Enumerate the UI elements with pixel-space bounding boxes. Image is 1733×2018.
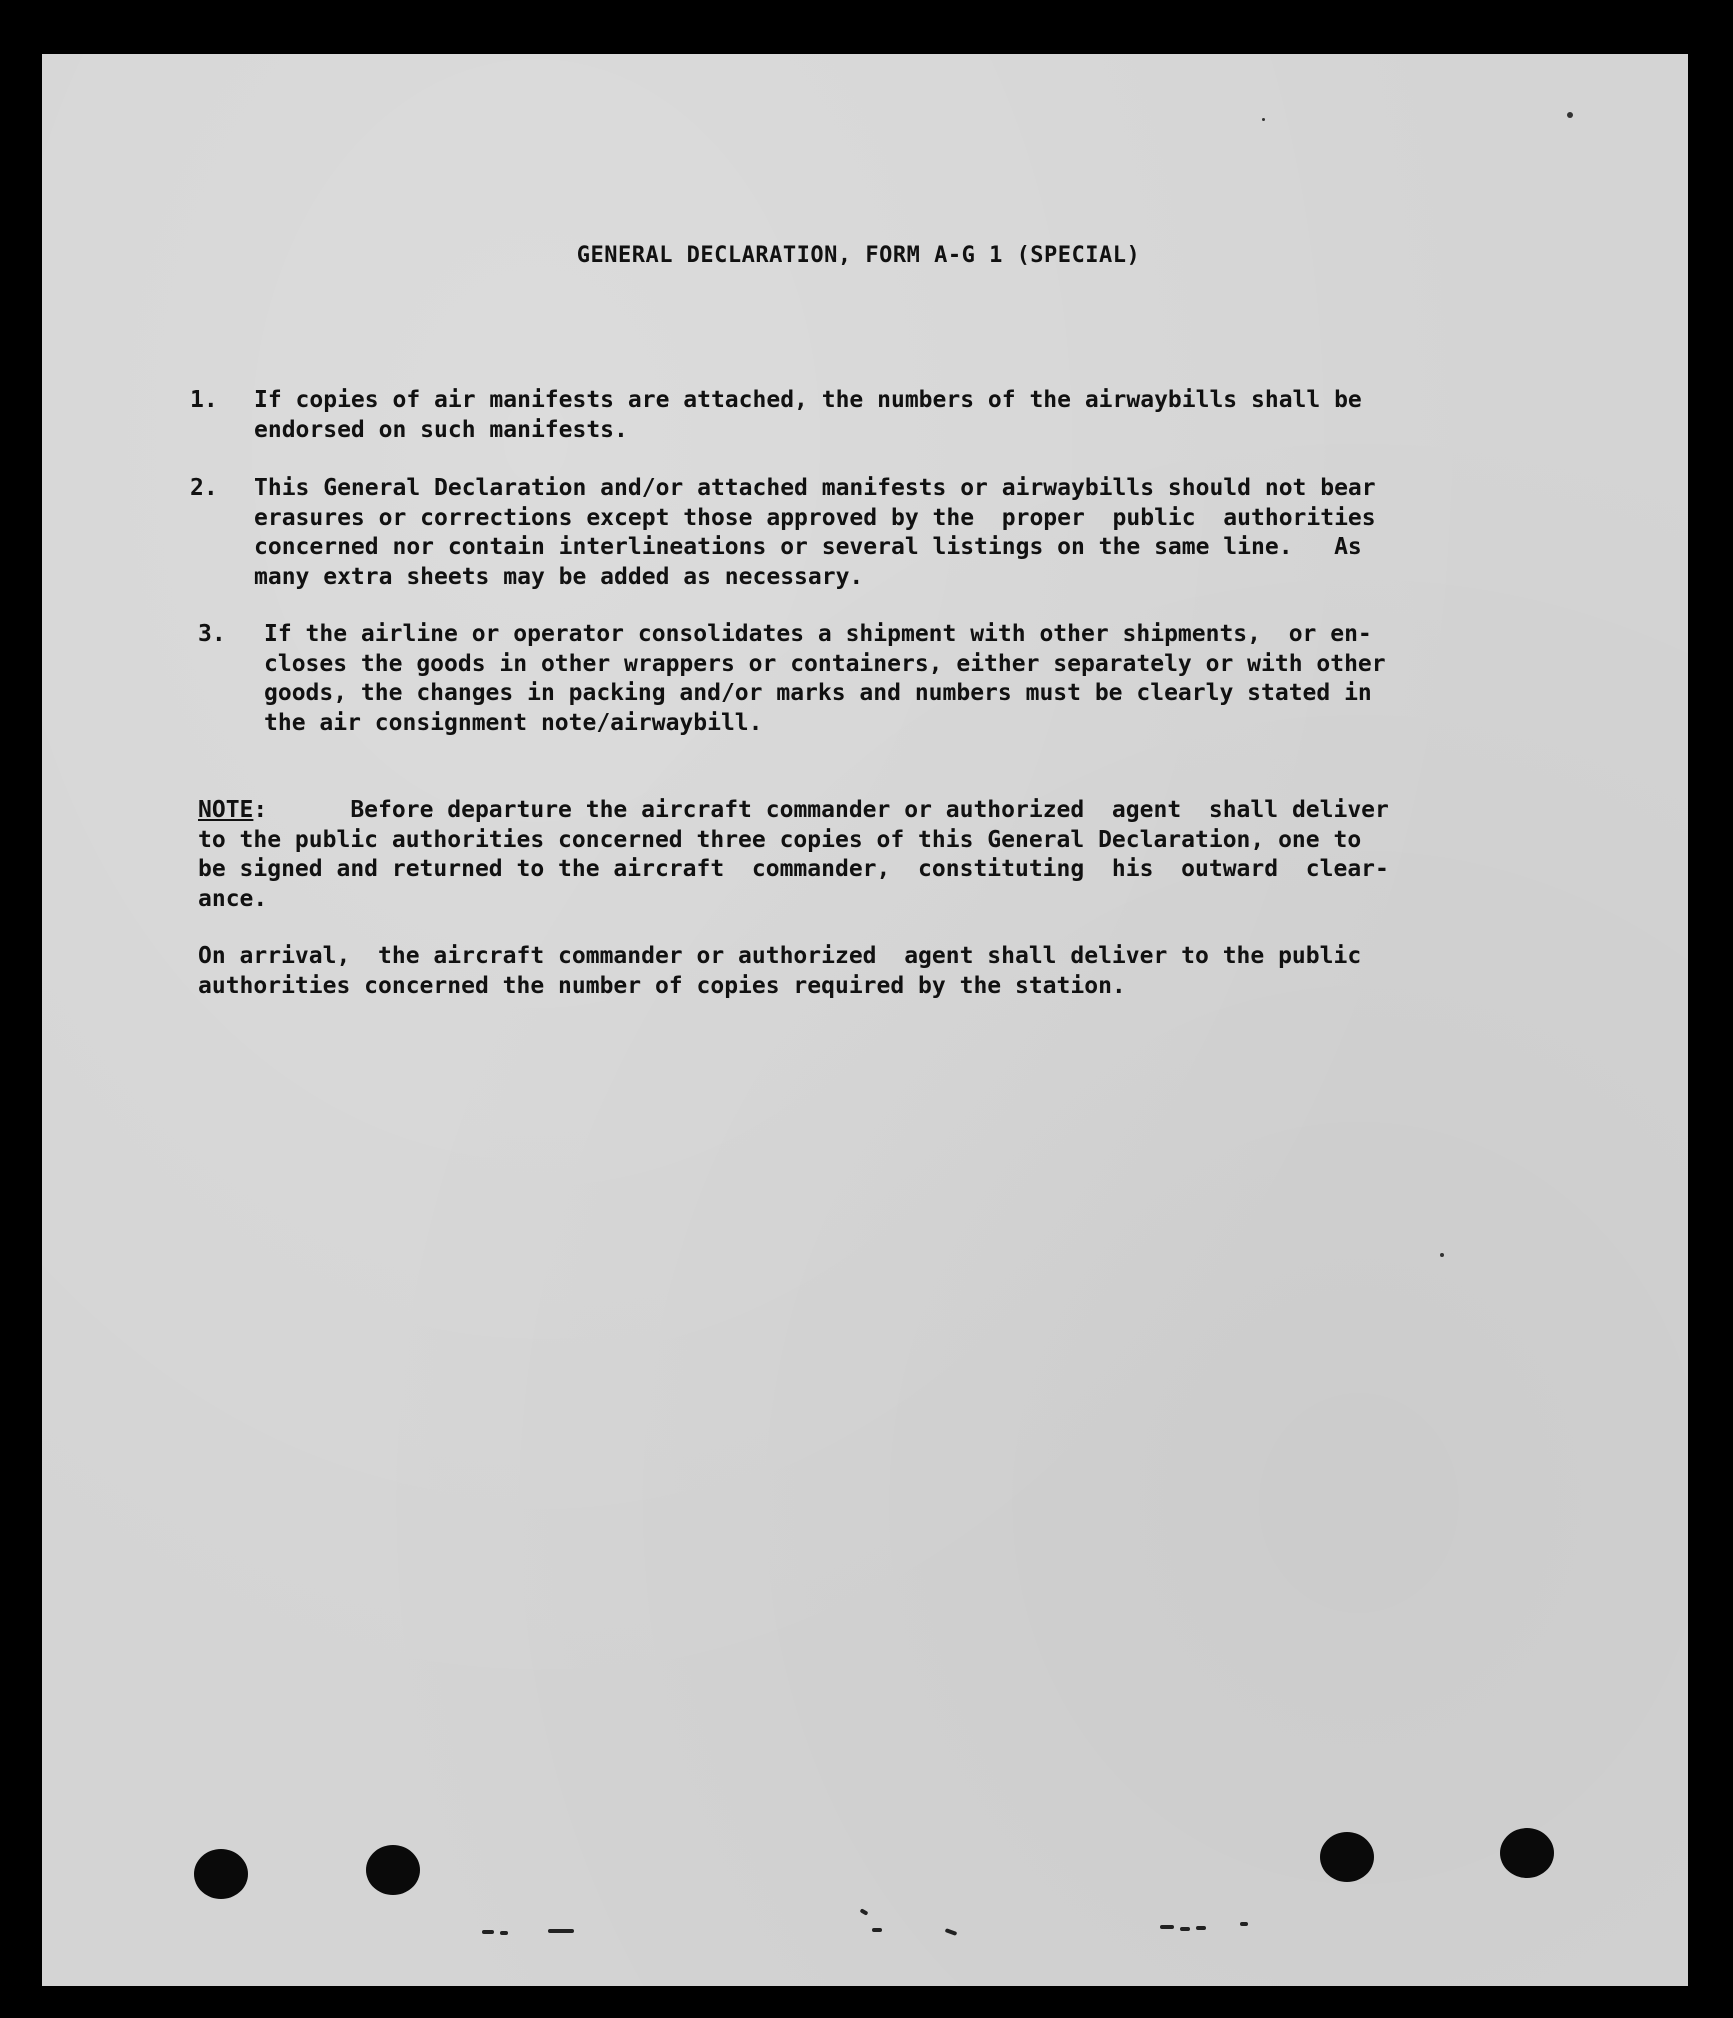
text-line: Before departure the aircraft commander or authorized agent shall deliver bbox=[267, 797, 1389, 823]
note-paragraph bbox=[198, 796, 1538, 914]
text-line: many extra sheets may be added as necessary. bbox=[254, 563, 864, 590]
list-item-3 bbox=[198, 620, 1538, 750]
text-line: goods, the changes in packing and/or marks and numbers must be clearly stated in bbox=[264, 680, 1372, 706]
stray-mark bbox=[1180, 1927, 1190, 1931]
stray-dot bbox=[1440, 1253, 1444, 1257]
stray-mark bbox=[1196, 1926, 1206, 1930]
stray-mark bbox=[548, 1929, 574, 1933]
text-line: erasures or corrections except those approved by the proper public authorities bbox=[254, 504, 1376, 531]
text-line: On arrival, the aircraft commander or authorized agent shall deliver to the public bbox=[198, 943, 1362, 969]
item-number: 3. bbox=[198, 621, 226, 647]
arrival-paragraph bbox=[198, 942, 1538, 1001]
document-title-text: GENERAL DECLARATION, FORM A-G 1 (SPECIAL) bbox=[576, 243, 1141, 268]
text-line: be signed and returned to the aircraft commander, constituting his outward clear- bbox=[198, 856, 1389, 882]
punch-hole-1 bbox=[194, 1849, 248, 1899]
stray-mark bbox=[500, 1931, 508, 1935]
stray-mark bbox=[1160, 1925, 1174, 1929]
stray-mark bbox=[872, 1928, 882, 1932]
text-line: ance. bbox=[198, 885, 268, 912]
document-title bbox=[0, 243, 1733, 268]
text-line: endorsed on such manifests. bbox=[254, 416, 628, 443]
text-line: authorities concerned the number of copies required by the station. bbox=[198, 972, 1126, 999]
item-number: 1. bbox=[190, 387, 218, 413]
punch-hole-3 bbox=[1320, 1832, 1374, 1882]
item-number: 2. bbox=[190, 475, 218, 501]
note-label: NOTE bbox=[198, 797, 254, 823]
list-item-1 bbox=[190, 386, 1530, 456]
text-line: to the public authorities concerned three copies of this General Declaration, one to bbox=[198, 826, 1362, 853]
text-line: closes the goods in other wrappers or containers, either separately or with other bbox=[264, 650, 1386, 677]
paper-sheet bbox=[42, 54, 1688, 1986]
text-line: If the airline or operator consolidates a shipment with other shipments, or en- bbox=[264, 621, 1372, 647]
text-line: This General Declaration and/or attached manifests or airwaybills should not bear bbox=[254, 475, 1376, 501]
stray-dot bbox=[1567, 112, 1573, 118]
item-text bbox=[254, 474, 1520, 592]
note-colon: : bbox=[253, 797, 268, 823]
stray-mark bbox=[482, 1930, 494, 1934]
punch-hole-4 bbox=[1500, 1828, 1554, 1878]
item-text bbox=[264, 620, 1530, 738]
stray-mark bbox=[1240, 1922, 1248, 1926]
text-line: the air consignment note/airwaybill. bbox=[264, 709, 763, 736]
text-line: If copies of air manifests are attached, the numbers of the airwaybills shall be bbox=[254, 387, 1362, 413]
punch-hole-2 bbox=[366, 1845, 420, 1895]
text-line: concerned nor contain interlineations or several listings on the same line. As bbox=[254, 534, 1362, 560]
list-item-2 bbox=[190, 474, 1530, 604]
item-text bbox=[254, 386, 1520, 445]
stray-dot bbox=[1262, 118, 1265, 121]
